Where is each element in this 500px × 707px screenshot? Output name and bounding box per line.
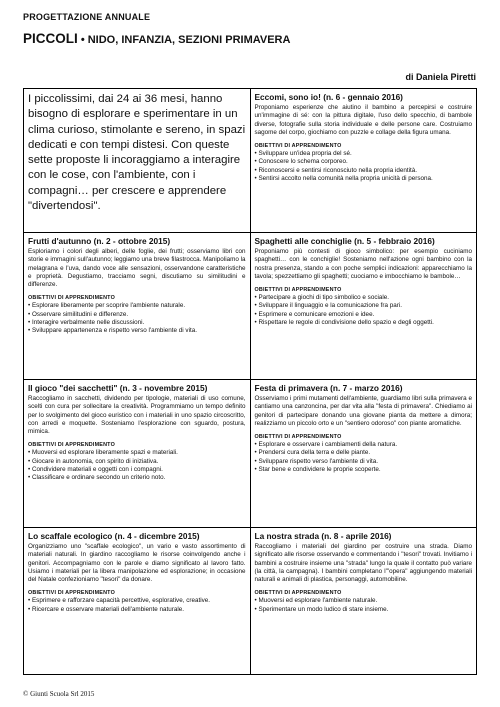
unit-title: Spaghetti alle conchiglie (n. 5 - febbraio 2016): [254, 236, 435, 246]
author: di Daniela Piretti: [405, 72, 476, 82]
objectives-heading: OBIETTIVI DI APPRENDIMENTO: [254, 434, 342, 441]
objective-item: • Sperimentare un modo ludico di stare insieme.: [255, 606, 473, 614]
header-label: PROGETTAZIONE ANNUALE: [23, 12, 151, 22]
unit-description: Organizziamo uno "scaffale ecologico", un vario e vasto assortimento di materiali naturali. In giardino raccogliamo le risorse coinvolgendo anche i genitori. Accompagniamo con le parole e diamo significato al lavoro fatto. Usiamo i materiali per la libera manipolazione ed esplorazione; in occasione del Natale confezioniamo "tesori" da donare.: [28, 543, 246, 584]
unit-title: Festa di primavera (n. 7 - marzo 2016): [254, 383, 403, 393]
objective-item: • Partecipare a giochi di tipo simbolico e sociale.: [255, 294, 473, 302]
objectives-list: [255, 441, 473, 474]
title-main: PICCOLI: [23, 31, 78, 46]
objective-item: • Osservare similitudini e differenze.: [28, 311, 246, 319]
objective-item: • Condividere materiali e oggetti con i compagni.: [28, 466, 246, 474]
copyright-footer: © Giunti Scuola Srl 2015: [23, 690, 95, 698]
unit-description: Raccogliamo in sacchetti, dividendo per tipologie, materiali di uso comune, scelti con cura per sollecitare la creatività. Programmiamo un tempo definito per lo svolgimento del gioco euristico con i materiali in uno spazio circoscritto, con arredi e moquette. Sosteniamo l'esplorazione con sguardo, postura, mimica.: [28, 395, 246, 436]
unit-title: Il gioco "dei sacchetti" (n. 3 - novembre 2015): [28, 383, 208, 393]
unit-description: Raccogliamo i materiali del giardino per costruire una strada. Diamo significato alle risorse osservando e commentando i "tesori" trovati. Invitiamo i bambini a costruire insieme una "strada" lungo la quale il contatto può variare (la città, la campagna). I bambini completano l'"opera" aggiungendo materiali naturali e animali di plastica, personaggi, automobiline.: [254, 543, 472, 584]
unit-title: Frutti d'autunno (n. 2 - ottobre 2015): [28, 236, 171, 246]
objective-item: • Giocare in autonomia, con spirito di iniziativa.: [28, 458, 246, 466]
unit-cell: [24, 528, 251, 675]
objectives-list: [255, 294, 473, 327]
title-sub: • NIDO, INFANZIA, SEZIONI PRIMAVERA: [77, 34, 291, 46]
unit-description: Proponiamo più contesti di gioco simbolico: per esempio cuciniamo spaghetti… con le conchiglie! Sosteniamo nell'azione ogni bambino con la nostra presenza, stando a con poche semplici indicazioni: apparecchiamo la tavola; spezzettiamo gli spaghetti; cuociamo e imbocchiamo le bambole…: [254, 248, 472, 280]
objective-item: • Conoscere lo schema corporeo.: [255, 158, 473, 166]
unit-description: Esploriamo i colori degli alberi, delle foglie, dei frutti; osserviamo libri con storie e immagini sull'autunno; leggiamo una breve filastrocca. Manipoliamo la melagrana e l'uva, dando voce alle sensazioni, osservandone caratteristiche e proprietà. Degustiamo, tracciamo segni, discutiamo su similitudini e differenze.: [28, 248, 246, 289]
objectives-heading: OBIETTIVI DI APPRENDIMENTO: [28, 442, 115, 449]
objective-item: • Ricercare e osservare materiali dell'ambiente naturale.: [28, 606, 246, 614]
objectives-heading: OBIETTIVI DI APPRENDIMENTO: [254, 287, 342, 294]
unit-title: La nostra strada (n. 8 - aprile 2016): [254, 531, 392, 541]
objective-item: • Esprimere e comunicare emozioni e idee.: [255, 311, 473, 319]
unit-description: Osserviamo i primi mutamenti dell'ambiente, guardiamo libri sulla primavera e cantiamo una canzoncina, per dar vita alla "festa di primavera". Chiediamo ai genitori di partecipare donando una giovane pianta da mettere a dimora; realizziamo un piccolo orto e un "sentiero odoroso" con piante aromatiche.: [254, 395, 472, 427]
objectives-list: [28, 597, 246, 614]
unit-cell: [24, 233, 251, 380]
objective-item: • Sviluppare il linguaggio e la comunicazione fra pari.: [255, 302, 473, 310]
objectives-heading: OBIETTIVI DI APPRENDIMENTO: [28, 295, 115, 302]
objective-item: • Sentirsi accolto nella comunità nella propria unicità di persona.: [255, 175, 473, 183]
objectives-list: [255, 150, 473, 183]
unit-title: Lo scaffale ecologico (n. 4 - dicembre 2015): [28, 531, 200, 541]
objective-item: • Sviluppare rispetto verso l'ambiente di vita.: [255, 458, 473, 466]
objective-item: • Classificare e ordinare secondo un criterio noto.: [28, 474, 246, 482]
unit-cell: [250, 89, 477, 233]
objective-item: • Muoversi ed esplorare l'ambiente naturale.: [255, 597, 473, 605]
objectives-heading: OBIETTIVI DI APPRENDIMENTO: [254, 590, 342, 597]
objectives-list: [28, 302, 246, 335]
intro-cell: [24, 89, 251, 233]
objective-item: • Rispettare le regole di condivisione dello spazio e degli oggetti.: [255, 319, 473, 327]
intro-text: I piccolissimi, dai 24 ai 36 mesi, hanno bisogno di esplorare e sperimentare in un clima curioso, stimolante e sereno, in spazi dedicati e con tempi distesi. Con queste sette proposte li incoraggiamo a interagire con le cose, con l'ambiente, con i compagni… per crescere e apprendere "divertendosi".: [28, 93, 246, 212]
objective-item: • Sviluppare appartenenza e rispetto verso l'ambiente di vita.: [28, 327, 246, 335]
objectives-list: [28, 449, 246, 482]
objective-item: • Star bene e condividere le proprie scoperte.: [255, 466, 473, 474]
unit-cell: [250, 233, 477, 380]
objective-item: • Muoversi ed esplorare liberamente spazi e materiali.: [28, 449, 246, 457]
unit-title: Eccomi, sono io! (n. 6 - gennaio 2016): [254, 92, 403, 102]
program-table: [23, 88, 477, 675]
objective-item: • Interagire verbalmente nelle discussioni.: [28, 319, 246, 327]
document-title: [23, 31, 290, 46]
objectives-heading: OBIETTIVI DI APPRENDIMENTO: [28, 590, 115, 597]
unit-cell: [250, 528, 477, 675]
unit-description: Proponiamo esperienze che aiutino il bambino a percepirsi e costruire un'immagine di sé: con la pittura digitale, l'uso dello specchio, di bambole diverse, fotografie sulla storia individuale e delle persone care. Costruiamo sagome del corpo, giochiamo con puzzle e collage della figura umana.: [254, 104, 472, 136]
unit-cell: [24, 380, 251, 528]
objective-item: • Prendersi cura della terra e delle piante.: [255, 449, 473, 457]
objective-item: • Esprimere e rafforzare capacità percettive, esplorative, creative.: [28, 597, 246, 605]
unit-cell: [250, 380, 477, 528]
objectives-heading: OBIETTIVI DI APPRENDIMENTO: [254, 143, 342, 150]
objective-item: • Esplorare liberamente per scoprire l'ambiente naturale.: [28, 302, 246, 310]
objective-item: • Sviluppare un'idea propria del sé.: [255, 150, 473, 158]
objective-item: • Riconoscersi e sentirsi riconosciuto nella propria identità.: [255, 167, 473, 175]
objectives-list: [255, 597, 473, 614]
objective-item: • Esplorare e osservare i cambiamenti della natura.: [255, 441, 473, 449]
